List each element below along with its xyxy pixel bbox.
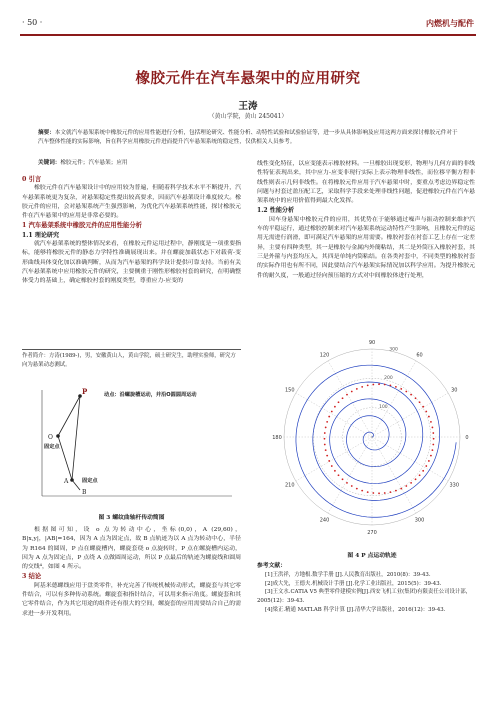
radial-tick-label: 100 [379,405,388,411]
trajectory-point [378,492,380,494]
label-annotation: 动点：沿螺旋槽运动，并沿O圆圆周运动 [104,392,197,398]
trajectory-point [425,465,427,467]
link-ab [72,480,80,490]
section-0-title: 0 引言 [22,176,42,183]
trajectory-point [334,470,336,472]
abstract [38,129,458,147]
polar-labels [272,340,468,536]
figure-4-caption: 图 4 P 点运动轨迹 [347,553,397,559]
keywords [38,158,128,166]
section-0-text: 橡胶元件在汽车悬架设计中的应用较为普遍，但随着科学技术水平不断提升，汽车悬架系统更为复杂，对悬架稳定性提出较高要求，因而汽车悬架设计难度较大。橡胶元件的应用，会对悬架系统产生强烈影响，为优化汽车悬架系统性能，探讨橡胶元件在汽车悬架中的应用是非常必要的。 [22,185,241,220]
trajectory-point [361,490,363,492]
trajectory-point [410,482,412,484]
section-1-2-text: 因车身悬架中橡胶元件的应用，其优势在于能够通过噪声与振动控制来维护汽车的平稳运行，通过橡胶控制来对汽车悬架系统运动特性产生影响，且橡胶元件的运用无需进行润滑，即可满足汽车悬架的应用需要。橡胶衬套在衬套工艺上存在一定差异，主要有四种类型，其一是橡胶与金属内外簡粘结，其二是外筒压入橡胶衬套，其三是外箍与内套均压入，其四是单纯内筒粘结。在各类衬套中，不同类型的橡胶衬套的实际作用也有所不同，因此要结合汽车悬架实际情况加以科学应用。为提升橡胶元件的耐久度，一般通过径向预压缩的方式对中间橡胶体进行处理， [257,216,475,279]
trajectory-point [325,449,327,451]
trajectory-point [342,478,344,480]
polar-spoke [328,437,372,513]
section-1-1-title: 1.1 理论研究 [22,231,60,239]
trajectory-point [372,492,374,494]
label-p: P [82,387,88,396]
section-3-title: 3 结论 [22,573,42,581]
abstract-text: 本文就汽车悬架系统中橡胶元件的应用性能进行分析，包括理论研究、性能分析、动特性试验和试验验证等，进一步从具体影响及应用这两方面来探讨橡胶元件对于汽车整体性能的实际影响，旨在科学应用橡胶元件进而提升汽车悬架系统的稳定性，仅供相关人员参考。 [38,130,458,145]
trajectory-point [351,485,353,487]
trajectory-point [428,416,430,418]
point-a [70,478,74,482]
label-fixed-o: 固定点 [44,444,60,450]
reference-item: [3]王文水.CATIA V5 典型零件建模实例[J].西安飞机工业(集团)有限责任公司设计部，2005(12)：39-43. [257,589,472,605]
page-number: · 50 · [22,18,43,27]
trajectory-point [338,474,340,476]
references [257,562,475,615]
trajectory-point [338,401,340,403]
radial-tick-label: 300 [389,347,398,353]
figure-3-discussion: 根据图可知，设 o 点为转动中心，坐标(0,0)，A (29,60)，B|x,y|，|AB|=164，因为 A 点为固定点，故 B 点轨迹为以 A 点为转动中心，半径为 R164 的圆周，P 点在螺旋槽内，螺旋套绕 o 点旋转时，P 点在螺旋槽内运动，因为 A 点为固定点，P 点绕 A 点做圆周运动，所以 P 点最后的轨迹为螺旋线和圆周的交线⁴，如图 4 所示。 [22,527,241,571]
trajectory-point [367,491,369,493]
keywords-text: 橡胶元件；汽车悬架；应用 [60,160,128,166]
angle-tick-label: 90 [368,340,376,346]
paper-title: 橡胶元件在汽车悬架中的应用研究 [135,70,361,87]
section-1-1-continued: 线性变化特征，以应变能表示橡胶材料。一旦橡胶出现变形，物理与几何方面的非线性特征表现出来，其中应力-应变非现行实际上表示物理非线性，而位移平衡方程非线性则表示几何非线性。在将橡胶元件应用于汽车悬架中时，要重点考虑边界稳定性问题与衬套过盈压配工艺，采取科学手段来处理非线性问题，促进橡胶元件在汽车悬架系统中的应用价值得到最大化发挥。 [257,161,475,205]
label-b: B [82,489,87,496]
trajectory-point [405,391,407,393]
trajectory-point [324,444,326,446]
trajectory-point [326,421,328,423]
trajectory-point [433,438,435,440]
reference-item: [4]梁正.精通 MATLAB 科学计算 [J].清华大学出版社，2016(12)：39-43. [265,606,446,613]
reference-item: [1]王洪祥，方地根.数学手册 [J].人民教育出版社，2010(8)：39-43. [265,571,431,578]
angle-tick-label: 30 [451,387,458,394]
angle-tick-label: 60 [416,352,423,359]
trajectory-point [384,384,386,386]
trajectory-point [372,384,374,386]
left-column-top [22,175,241,287]
trajectory-point [430,421,432,423]
trajectory-point [356,488,358,490]
trajectory-point [415,397,417,399]
trajectory-point [346,482,348,484]
point-o [56,434,60,438]
label-o: O [48,434,53,441]
trajectory-traces [296,365,456,517]
trajectory-point [432,427,434,429]
trajectory-point [328,460,330,462]
abstract-label: 摘要： [38,130,55,136]
trajectory-point [395,490,397,492]
section-1-1-text: 就汽车悬架系统的整体情况来看，在橡胶元件运用过程中，静刚度是一项重要指标，能够将橡胶元件的静态力学特性准确展现出来。并在螺旋加载状态下对载荷-变形曲线具体变化加以准确判断，从而为汽车悬架的科学设计提供可靠支持。当前有关汽车悬架系统中应用橡胶元件的研究，主要侧重于刚性形橡胶衬套的研究，在明确整体受力的基础上，确定橡胶衬套的刚度类型，尊重应力-应变的 [22,241,241,285]
trajectory-point [419,474,421,476]
trajectory-point [367,384,369,386]
trajectory-point [400,388,402,390]
link-oa [58,436,72,480]
trajectory-point [389,491,391,493]
label-a: A [64,478,69,485]
trajectory-point [324,438,326,440]
angle-tick-label: 240 [319,517,330,524]
running-header [22,18,474,32]
trajectory-point [415,478,417,480]
polar-spoke [296,437,372,481]
angle-tick-label: 300 [414,517,425,524]
trajectory-point [432,444,434,446]
angle-tick-label: 270 [367,530,377,536]
trajectory-point [351,391,353,393]
right-column-top [257,160,475,281]
trajectory-point [419,401,421,403]
trajectory-point [342,397,344,399]
section-1-title: 1 汽车悬架系统中橡胶元件的应用性能分析 [22,222,142,230]
trajectory-point [400,488,402,490]
trajectory-point [428,460,430,462]
trajectory-point [405,485,407,487]
trajectory-point [432,449,434,451]
trajectory-point [346,394,348,396]
keywords-label: 关键词： [38,160,61,166]
polar-spoke [372,361,416,437]
trajectory-point [422,470,424,472]
trajectory-point [432,432,434,434]
journal-name: 内燃机与配件 [426,18,474,28]
label-fixed-a: 固定点 [82,478,98,484]
trajectory-point [328,416,330,418]
figure-4-polar-plot [272,335,472,545]
trajectory-point [326,455,328,457]
spiral-trace [296,365,456,517]
trajectory-point [325,427,327,429]
polar-spoke [372,437,448,481]
trajectory-point [425,411,427,413]
angle-tick-label: 120 [319,352,330,359]
angle-tick-label: 0 [465,435,469,441]
trajectory-point [361,386,363,388]
trajectory-point [378,383,380,385]
section-3-text: 阿基米德螺线应用于盘类零件，补充完善了传统机械传动形式，螺旋套与其它零件结合，可以有多种传动系统。螺旋套和指针结合，可以用来指示角度。螺旋套和其它零件结合，作为其它用途的组件还有很大的空间，螺旋套的应用需要结合自己的需求进一步开发利用。 [22,582,241,617]
trajectory-point [331,465,333,467]
references-title: 参考文献： [257,563,286,569]
trajectory-point [334,406,336,408]
author: 王涛 [238,101,258,112]
radial-tick-label: 200 [384,376,393,382]
header-rule [20,34,476,36]
trajectory-point [331,411,333,413]
trajectory-point [324,432,326,434]
trajectory-point [395,386,397,388]
reference-item: [2]成大先，王德夫.机械设计手册 [J].化学工业出版社，2015(5)：39-43. [265,580,442,587]
angle-tick-label: 210 [284,482,295,489]
trajectory-point [384,492,386,494]
trajectory-point [422,406,424,408]
polar-spoke [372,437,416,513]
trajectory-point [430,455,432,457]
section-1-2-title: 1.2 性能分析 [257,207,295,215]
angle-tick-label: 150 [284,387,295,394]
author-footnote: 作者简介：方涛(1989-)，男，安徽黄山人，黄山学院，硕士研究生，助理实验师，研究方向为悬架动态测试。 [22,349,241,369]
affiliation: （黄山学院，黄山 245041） [208,113,288,120]
trajectory-point [410,394,412,396]
angle-tick-label: 180 [272,435,282,441]
figure-3-diagram [22,384,241,509]
left-column-bottom [22,526,241,619]
trajectory-point [356,388,358,390]
trajectory-point [389,384,391,386]
figure-3-caption: 图 3 螺纹曲轴杆传动简图 [98,515,165,521]
angle-tick-label: 330 [449,482,460,489]
